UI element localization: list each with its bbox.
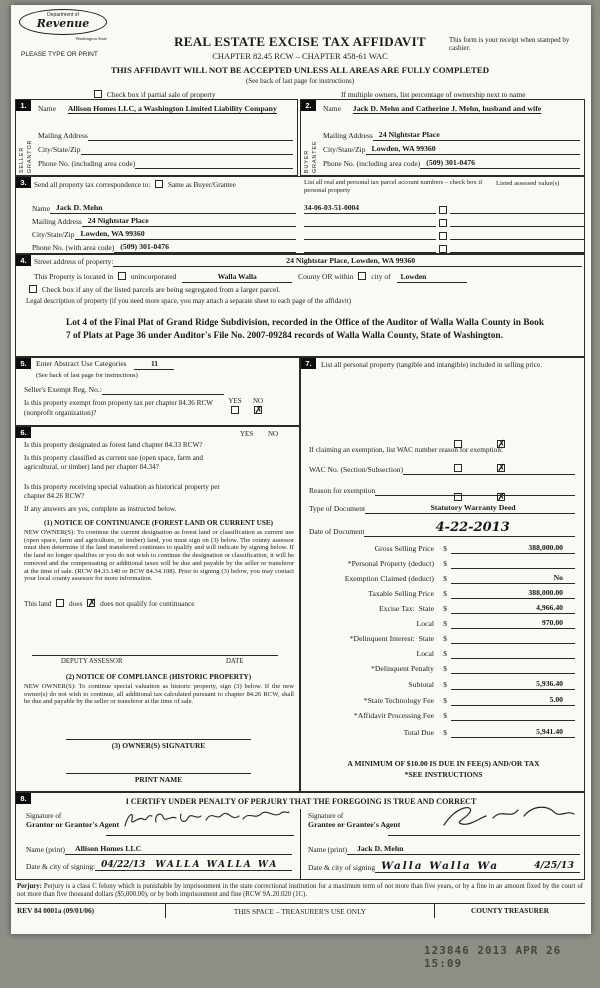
grantor-signature[interactable]	[121, 805, 291, 835]
fee-row-affidavit-fee	[309, 711, 575, 721]
grantee-city-value: Walla Walla Wa	[381, 860, 499, 872]
abstract-use-section	[15, 357, 300, 426]
buyer-mailing-row	[323, 131, 580, 141]
deputy-assessor-signature-line[interactable]	[32, 655, 278, 656]
excise-local-value[interactable]: 970.00	[451, 619, 575, 629]
reason-exemption-label: Reason for exemption	[309, 486, 376, 496]
fee-row-exemption	[309, 574, 575, 584]
logo-revenue-text: Revenue	[36, 17, 90, 31]
located-in-label: This Property is located in	[34, 272, 114, 281]
delinquent-interest-state-value[interactable]	[451, 634, 575, 644]
exempt-yes-label: YES	[228, 397, 242, 405]
perjury-body: Perjury is a class C felony which is punishable by imprisonment in the state correctional institution for a maximum term of not more than five years, or by a fine in an amount fixed by the court of not more than five thousand dollars ($5,000.00), or by both imprisonment and fine (RCW 9A.20.020 (1C).	[17, 883, 583, 898]
continuance-notice-title: (1) NOTICE OF CONTINUANCE (FOREST LAND OR CURRENT USE)	[43, 519, 274, 527]
delinquent-interest-local-label: Local	[416, 649, 434, 659]
street-address-label: Street address of property:	[34, 257, 114, 267]
legal-description-label: Legal description of property (if you need more space, you may attach a separate sheet to each page of the affidavit)	[26, 297, 352, 305]
fee-row-delinquent-interest-local	[309, 649, 575, 659]
state-technology-fee-value[interactable]: 5.00	[451, 696, 575, 706]
see-instructions-note: (See back of last page for instructions)	[245, 77, 355, 85]
please-type-or-print: PLEASE TYPE OR PRINT	[21, 51, 98, 58]
subtotal-value[interactable]: 5,936.40	[451, 680, 575, 690]
seller-name-label: Name	[38, 104, 56, 113]
document-date-row	[309, 521, 575, 537]
certification-section	[15, 792, 585, 880]
fee-row-delinquent-penalty	[309, 664, 575, 674]
no-column-header: NO	[268, 430, 279, 438]
assessed-value-2[interactable]	[450, 217, 584, 227]
delinquent-penalty-value[interactable]	[451, 664, 575, 674]
grantee-date-label: Date & city of signing	[308, 863, 376, 873]
personal-property-checkbox-2[interactable]	[439, 219, 447, 227]
does-not-label: does not qualify for continuance	[100, 599, 195, 608]
current-use-question: Is this property classified as current use (open space, farm and agricultural, or timber) land per chapter 84.34?	[24, 454, 204, 471]
document-date-label: Date of Document	[309, 527, 365, 537]
send-correspondence-label: Send all property tax correspondence to:	[34, 181, 151, 189]
buyer-grantee-side-label	[304, 113, 319, 173]
grantee-agent-label: Grantee or Grantee's Agent	[308, 819, 401, 829]
form-number: REV 84 0001a (09/01/06)	[17, 905, 95, 915]
same-as-buyer-label: Same as Buyer/Grantee	[167, 181, 236, 189]
buyer-csz-row	[323, 145, 580, 155]
grantor-name-row	[26, 845, 292, 855]
grantee-date-row	[308, 860, 580, 873]
parcel-row-3	[304, 230, 584, 240]
fee-row-gross	[309, 544, 575, 554]
dollar-sign: $	[443, 574, 447, 584]
grantor-date-row	[26, 860, 292, 871]
fee-row-delinquent-interest-state	[309, 634, 575, 644]
print-name-label: PRINT NAME	[134, 775, 183, 784]
segregated-checkbox[interactable]	[29, 285, 37, 293]
buyer-csz-value[interactable]: Lowden, WA 99360	[366, 145, 581, 155]
assessed-value-4[interactable]	[450, 243, 584, 253]
seller-mailing-label: Mailing Address	[38, 131, 88, 141]
buyer-phone-value[interactable]: (509) 301-0476	[420, 159, 580, 169]
partial-sale-label: Check box if partial sale of property	[106, 90, 216, 99]
abstract-use-label: Enter Abstract Use Categories	[36, 359, 127, 368]
parcel-number-2[interactable]	[304, 217, 436, 227]
segregated-label: Check box if any of the listed parcels are being segregated from a larger parcel.	[41, 285, 281, 294]
exempt-reg-label: Seller's Exempt Reg. No.:	[24, 385, 102, 395]
exemption-claimed-label: Exemption Claimed (deduct)	[344, 574, 434, 584]
land-classification-section	[15, 426, 300, 792]
unincorporated-label: unincorporated	[130, 272, 177, 281]
document-date-input[interactable]	[364, 521, 575, 537]
parcel-row-2	[304, 217, 584, 227]
exempt-yes-checkbox[interactable]	[231, 406, 239, 414]
exempt-no-label: NO	[252, 397, 264, 405]
deputy-assessor-label: DEPUTY ASSESSOR	[61, 658, 123, 665]
minimum-fee-note: A MINIMUM OF $10.00 IS DUE IN FEE(S) AND/OR TAX	[347, 759, 540, 768]
dollar-sign: $	[443, 711, 447, 721]
grantor-city-value: WALLA WALLA WA	[155, 860, 279, 870]
dollar-sign: $	[443, 634, 447, 644]
county-or-within-label: County OR within	[298, 272, 354, 281]
reason-exemption-input[interactable]	[375, 486, 575, 496]
dollar-sign: $	[443, 604, 447, 614]
delinquent-interest-local-value[interactable]	[451, 649, 575, 659]
grantor-date-input[interactable]	[95, 860, 292, 871]
taxable-selling-price-label: Taxable Selling Price	[368, 589, 434, 599]
section-4-tab: 4.	[16, 255, 31, 266]
historic-question-row	[24, 483, 296, 501]
dollar-sign: $	[443, 728, 447, 738]
seller-phone-row	[38, 159, 293, 169]
document-date-value: 4-22-2013	[435, 520, 510, 535]
footer-row	[15, 903, 585, 918]
multiple-owners-note: If multiple owners, list percentage of ownership next to name	[341, 90, 526, 99]
county-value[interactable]: Walla Walla	[182, 273, 292, 283]
correspondence-csz-row	[32, 230, 296, 240]
grantor-name-value[interactable]: Allison Homes LLC	[65, 845, 292, 855]
fee-row-taxable	[309, 589, 575, 599]
parcel-number-4[interactable]	[304, 243, 436, 253]
form-title: REAL ESTATE EXCISE TAX AFFIDAVIT	[174, 34, 426, 49]
section-3-tab: 3.	[16, 177, 31, 188]
seller-csz-value[interactable]	[81, 145, 294, 155]
property-location-section	[15, 254, 585, 357]
state-technology-fee-label: *State Technology Fee	[363, 696, 434, 706]
grantor-name-label: Name (print)	[26, 845, 65, 855]
compliance-notice-body: NEW OWNER(S): To continue special valuation as historic property, sign (3) below. If the new owner(s) do not wish to continue, all additional tax calculated pursuant to chapter 84.26 RCW, shall be due and payable by the seller or transferor at the time of sale.	[24, 683, 294, 706]
grantee-name-value[interactable]: Jack D. Mehn	[347, 845, 580, 855]
exemption-note: If claiming an exemption, list WAC number reason for exemption:	[309, 445, 503, 454]
owners-signature-line[interactable]	[66, 739, 251, 740]
personal-property-checkbox-4[interactable]	[439, 245, 447, 253]
buyer-name-row	[323, 103, 582, 115]
dollar-sign: $	[443, 559, 447, 569]
located-in-row	[34, 272, 467, 283]
selling-price-section	[300, 357, 585, 792]
seller-phone-value[interactable]	[135, 159, 293, 169]
dollar-sign: $	[443, 680, 447, 690]
excise-state-value[interactable]: 4,966.40	[451, 604, 575, 614]
seller-name-row	[38, 103, 295, 115]
personal-property-checkbox-1[interactable]	[439, 206, 447, 214]
grantor-agent-label: Grantor or Grantor's Agent	[26, 819, 120, 829]
abstract-see-back-note: (See back of last page for instructions)	[36, 372, 138, 379]
seller-side-word: SELLER	[19, 146, 25, 173]
taxable-selling-price-value[interactable]: 388,000.00	[451, 589, 575, 599]
grantor-signature-line[interactable]	[106, 835, 294, 836]
section-1-tab: 1.	[16, 100, 31, 111]
gross-selling-price-label: Gross Selling Price	[374, 544, 434, 554]
form-warning: THIS AFFIDAVIT WILL NOT BE ACCEPTED UNLESS ALL AREAS ARE FULLY COMPLETED	[110, 65, 490, 75]
gross-selling-price-value[interactable]: 388,000.00	[451, 544, 575, 554]
affidavit-form	[11, 5, 591, 934]
correspondence-mailing-value[interactable]: 24 Nightstar Place	[82, 217, 296, 227]
historic-question: Is this property receiving special valuation as historical property per chapter 84.26 RCW?	[24, 483, 220, 500]
wac-number-label: WAC No. (Section/Subsection)	[309, 465, 403, 475]
fee-row-excise-local	[309, 619, 575, 629]
tax-correspondence-section	[15, 176, 585, 254]
fee-row-state-tech	[309, 696, 575, 706]
current-use-question-row	[24, 454, 296, 472]
partial-sale-checkbox[interactable]	[94, 90, 102, 98]
continuance-notice-body: NEW OWNER(S): To continue the current designation as forest land or classification as current use (open space, farm and agriculture, or timber) land, you must sign on (3) below. The county assessor must then determine if the land transferred continues to qualify and will indicate by signing below. If the land no longer qualifies or you do not wish to continue the designation or classification, it will be removed and the compensating or additional taxes will be due and payable by the seller or transferor at the time of sale. (RCW 84.33.140 or RCW 84.34.108). Prior to signing (3) below, you may contact your local county assessor for more information.	[24, 529, 294, 583]
street-address-value[interactable]: 24 Nightstar Place, Lowden, WA 99360	[113, 257, 582, 267]
buyer-csz-label: City/State/Zip	[323, 145, 366, 155]
correspondence-phone-row	[32, 243, 296, 253]
exempt-reg-row	[24, 385, 224, 395]
street-address-row	[34, 257, 582, 267]
exempt-reg-input[interactable]	[102, 385, 224, 395]
dollar-sign: $	[443, 619, 447, 629]
affidavit-processing-fee-label: *Affidavit Processing Fee	[353, 711, 434, 721]
certification-divider	[300, 809, 301, 879]
form-chapter: CHAPTER 82.45 RCW – CHAPTER 458-61 WAC	[212, 51, 388, 61]
abstract-use-row	[36, 360, 174, 370]
grantee-name-label: Name (print)	[308, 845, 347, 855]
dollar-sign: $	[443, 544, 447, 554]
if-yes-note: If any answers are yes, complete as instructed below.	[24, 505, 177, 513]
section-8-tab: 8.	[16, 793, 31, 804]
grantor-signature-of: Signature of	[26, 812, 62, 820]
grantee-signature[interactable]	[436, 801, 576, 833]
grantor-date-label: Date & city of signing:	[26, 861, 96, 871]
grantee-date-value: 4/25/13	[534, 860, 574, 872]
affidavit-processing-fee-value[interactable]	[451, 711, 575, 721]
excise-state-label: Excise Tax: State	[378, 604, 434, 614]
same-as-buyer-checkbox[interactable]	[155, 180, 163, 188]
wac-row	[309, 465, 575, 475]
assessed-values-header: Listed assessed value(s)	[496, 180, 560, 187]
city-of-label: city of	[371, 272, 391, 281]
cashier-stamp: 123846 2013 APR 26 15:09	[424, 944, 562, 970]
grantee-signature-label	[308, 812, 400, 829]
land-does-checkbox[interactable]	[56, 599, 64, 607]
unincorporated-checkbox[interactable]	[118, 272, 126, 280]
seller-csz-label: City/State/Zip	[38, 145, 81, 155]
grantee-name-row	[308, 845, 580, 855]
seller-csz-row	[38, 145, 293, 155]
dollar-sign: $	[443, 589, 447, 599]
personal-property-checkbox-3[interactable]	[439, 232, 447, 240]
exemption-claimed-value[interactable]: No	[451, 574, 575, 584]
seller-grantor-side-label	[19, 113, 34, 173]
correspondence-row	[34, 180, 236, 189]
exempt-no-checkbox[interactable]	[254, 406, 262, 414]
perjury-label: Perjury:	[17, 883, 42, 890]
city-value[interactable]: Lowden	[397, 273, 467, 283]
parcel-number-1[interactable]: 34-06-03-51-0004	[304, 204, 436, 214]
grantee-signature-line[interactable]	[388, 835, 580, 836]
grantor-date-value: 04/22/13	[101, 860, 146, 870]
segregated-row	[26, 285, 280, 295]
total-due-label: Total Due	[403, 728, 434, 738]
county-treasurer: COUNTY TREASURER	[470, 905, 550, 915]
delinquent-interest-state-label: *Delinquent Interest: State	[349, 634, 434, 644]
forest-land-question-row	[24, 440, 296, 450]
seller-mailing-row	[38, 131, 293, 141]
parcel-numbers-header: List all real and personal tax parcel account numbers – check box if personal property	[304, 179, 483, 194]
owners-signature-label: (3) OWNER(S) SIGNATURE	[111, 741, 206, 750]
abstract-use-value[interactable]: 11	[134, 360, 174, 370]
seller-phone-label: Phone No. (including area code)	[38, 159, 136, 169]
print-name-line[interactable]	[66, 773, 251, 774]
excise-local-label: Local	[416, 619, 434, 629]
document-type-value[interactable]: Statutory Warranty Deed	[365, 504, 575, 514]
correspondence-phone-label: Phone No. (with area code)	[32, 243, 115, 253]
compliance-notice-title: (2) NOTICE OF COMPLIANCE (HISTORIC PROPERTY)	[65, 673, 252, 681]
continuance-qualify-row	[24, 599, 195, 608]
grantor-signature-label	[26, 812, 119, 829]
buyer-name-label: Name	[323, 104, 341, 113]
seller-section	[15, 99, 298, 176]
fee-row-excise-state	[309, 604, 575, 614]
section-6-tab: 6.	[16, 427, 31, 438]
wac-number-input[interactable]	[403, 465, 575, 475]
correspondence-name-label: Name	[32, 204, 50, 214]
fee-row-personal-property	[309, 559, 575, 569]
correspondence-name-row	[32, 204, 296, 214]
section-2-tab: 2.	[301, 100, 316, 111]
deputy-date-label: DATE	[226, 658, 244, 665]
logo-state-text: Washington State	[75, 36, 107, 41]
see-instructions-bold-note: *SEE INSTRUCTIONS	[404, 770, 483, 779]
buyer-name-value[interactable]: Jack D. Mehn and Catherine J. Mehn, husband and wife	[352, 104, 542, 113]
buyer-side-word: BUYER	[304, 149, 310, 173]
exempt-yes-no	[228, 397, 265, 414]
assessed-value-1[interactable]	[450, 204, 584, 214]
personal-property-intro: List all personal property (tangible and intangible) included in selling price.	[321, 360, 543, 369]
does-label: does	[69, 599, 83, 608]
correspondence-csz-label: City/State/Zip	[32, 230, 75, 240]
document-type-label: Type of Document	[309, 504, 366, 514]
dollar-sign: $	[443, 664, 447, 674]
this-land-label: This land	[24, 599, 52, 608]
buyer-section	[300, 99, 585, 176]
section-5-tab: 5.	[16, 358, 31, 369]
buyer-phone-row	[323, 159, 580, 169]
logo-dept-text: Department of	[47, 12, 79, 19]
subtotal-label: Subtotal	[408, 680, 434, 690]
fee-row-total-due	[309, 728, 575, 738]
perjury-statement	[17, 883, 583, 899]
document-type-row	[309, 504, 575, 514]
seller-name-value[interactable]: Allison Homes LLC, a Washington Limited Liability Company	[67, 104, 277, 113]
personal-property-deduct-label: *Personal Property (deduct)	[347, 559, 434, 569]
parcel-number-3[interactable]	[304, 230, 436, 240]
section-7-tab: 7.	[301, 358, 316, 369]
grantee-side-word: GRANTEE	[312, 140, 318, 173]
treasurer-space: THIS SPACE – TREASURER'S USE ONLY	[165, 904, 435, 918]
city-checkbox[interactable]	[358, 272, 366, 280]
tax-exempt-question: Is this property exempt from property tax per chapter 84.36 RCW (nonprofit organization)?	[24, 399, 213, 417]
grantee-signature-of: Signature of	[308, 812, 344, 820]
land-does-not-checkbox[interactable]	[87, 599, 95, 607]
buyer-phone-label: Phone No. (including area code)	[323, 159, 421, 169]
parcel-row-1	[304, 204, 584, 214]
certify-statement: I CERTIFY UNDER PENALTY OF PERJURY THAT THE FOREGOING IS TRUE AND CORRECT	[125, 797, 477, 806]
buyer-mailing-value[interactable]: 24 Nightstar Place	[373, 131, 580, 141]
assessed-value-3[interactable]	[450, 230, 584, 240]
grantee-date-input[interactable]	[375, 860, 580, 873]
correspondence-mailing-label: Mailing Address	[32, 217, 82, 227]
personal-property-deduct-value[interactable]	[451, 559, 575, 569]
parcel-row-4	[304, 243, 584, 253]
reason-row	[309, 486, 575, 496]
fee-row-subtotal	[309, 680, 575, 690]
delinquent-penalty-label: *Delinquent Penalty	[371, 664, 434, 674]
forest-land-question: Is this property designated as forest land chapter 84.33 RCW?	[24, 441, 203, 449]
grantor-side-word: GRANTOR	[27, 139, 33, 173]
yes-column-header: YES	[240, 430, 254, 438]
correspondence-phone-value[interactable]: (509) 301-0476	[114, 243, 296, 253]
seller-mailing-value[interactable]	[88, 131, 293, 141]
dollar-sign: $	[443, 649, 447, 659]
correspondence-mailing-row	[32, 217, 296, 227]
buyer-mailing-label: Mailing Address	[323, 131, 373, 141]
total-due-value[interactable]: 5,941.40	[451, 728, 575, 738]
dollar-sign: $	[443, 696, 447, 706]
correspondence-csz-value[interactable]: Lowden, WA 99360	[75, 230, 297, 240]
correspondence-name-value[interactable]: Jack D. Mehn	[50, 204, 296, 214]
legal-description-value[interactable]: Lot 4 of the Final Plat of Grand Ridge Subdivision, recorded in the Office of the Auditor of Walla Walla County in Book 7 of Plats at Page 36 under Auditor's File No. 2007-09284 records of Walla Walla County, State of Washington.	[66, 318, 544, 341]
receipt-note: This form is your receipt when stamped by cashier.	[449, 36, 570, 53]
